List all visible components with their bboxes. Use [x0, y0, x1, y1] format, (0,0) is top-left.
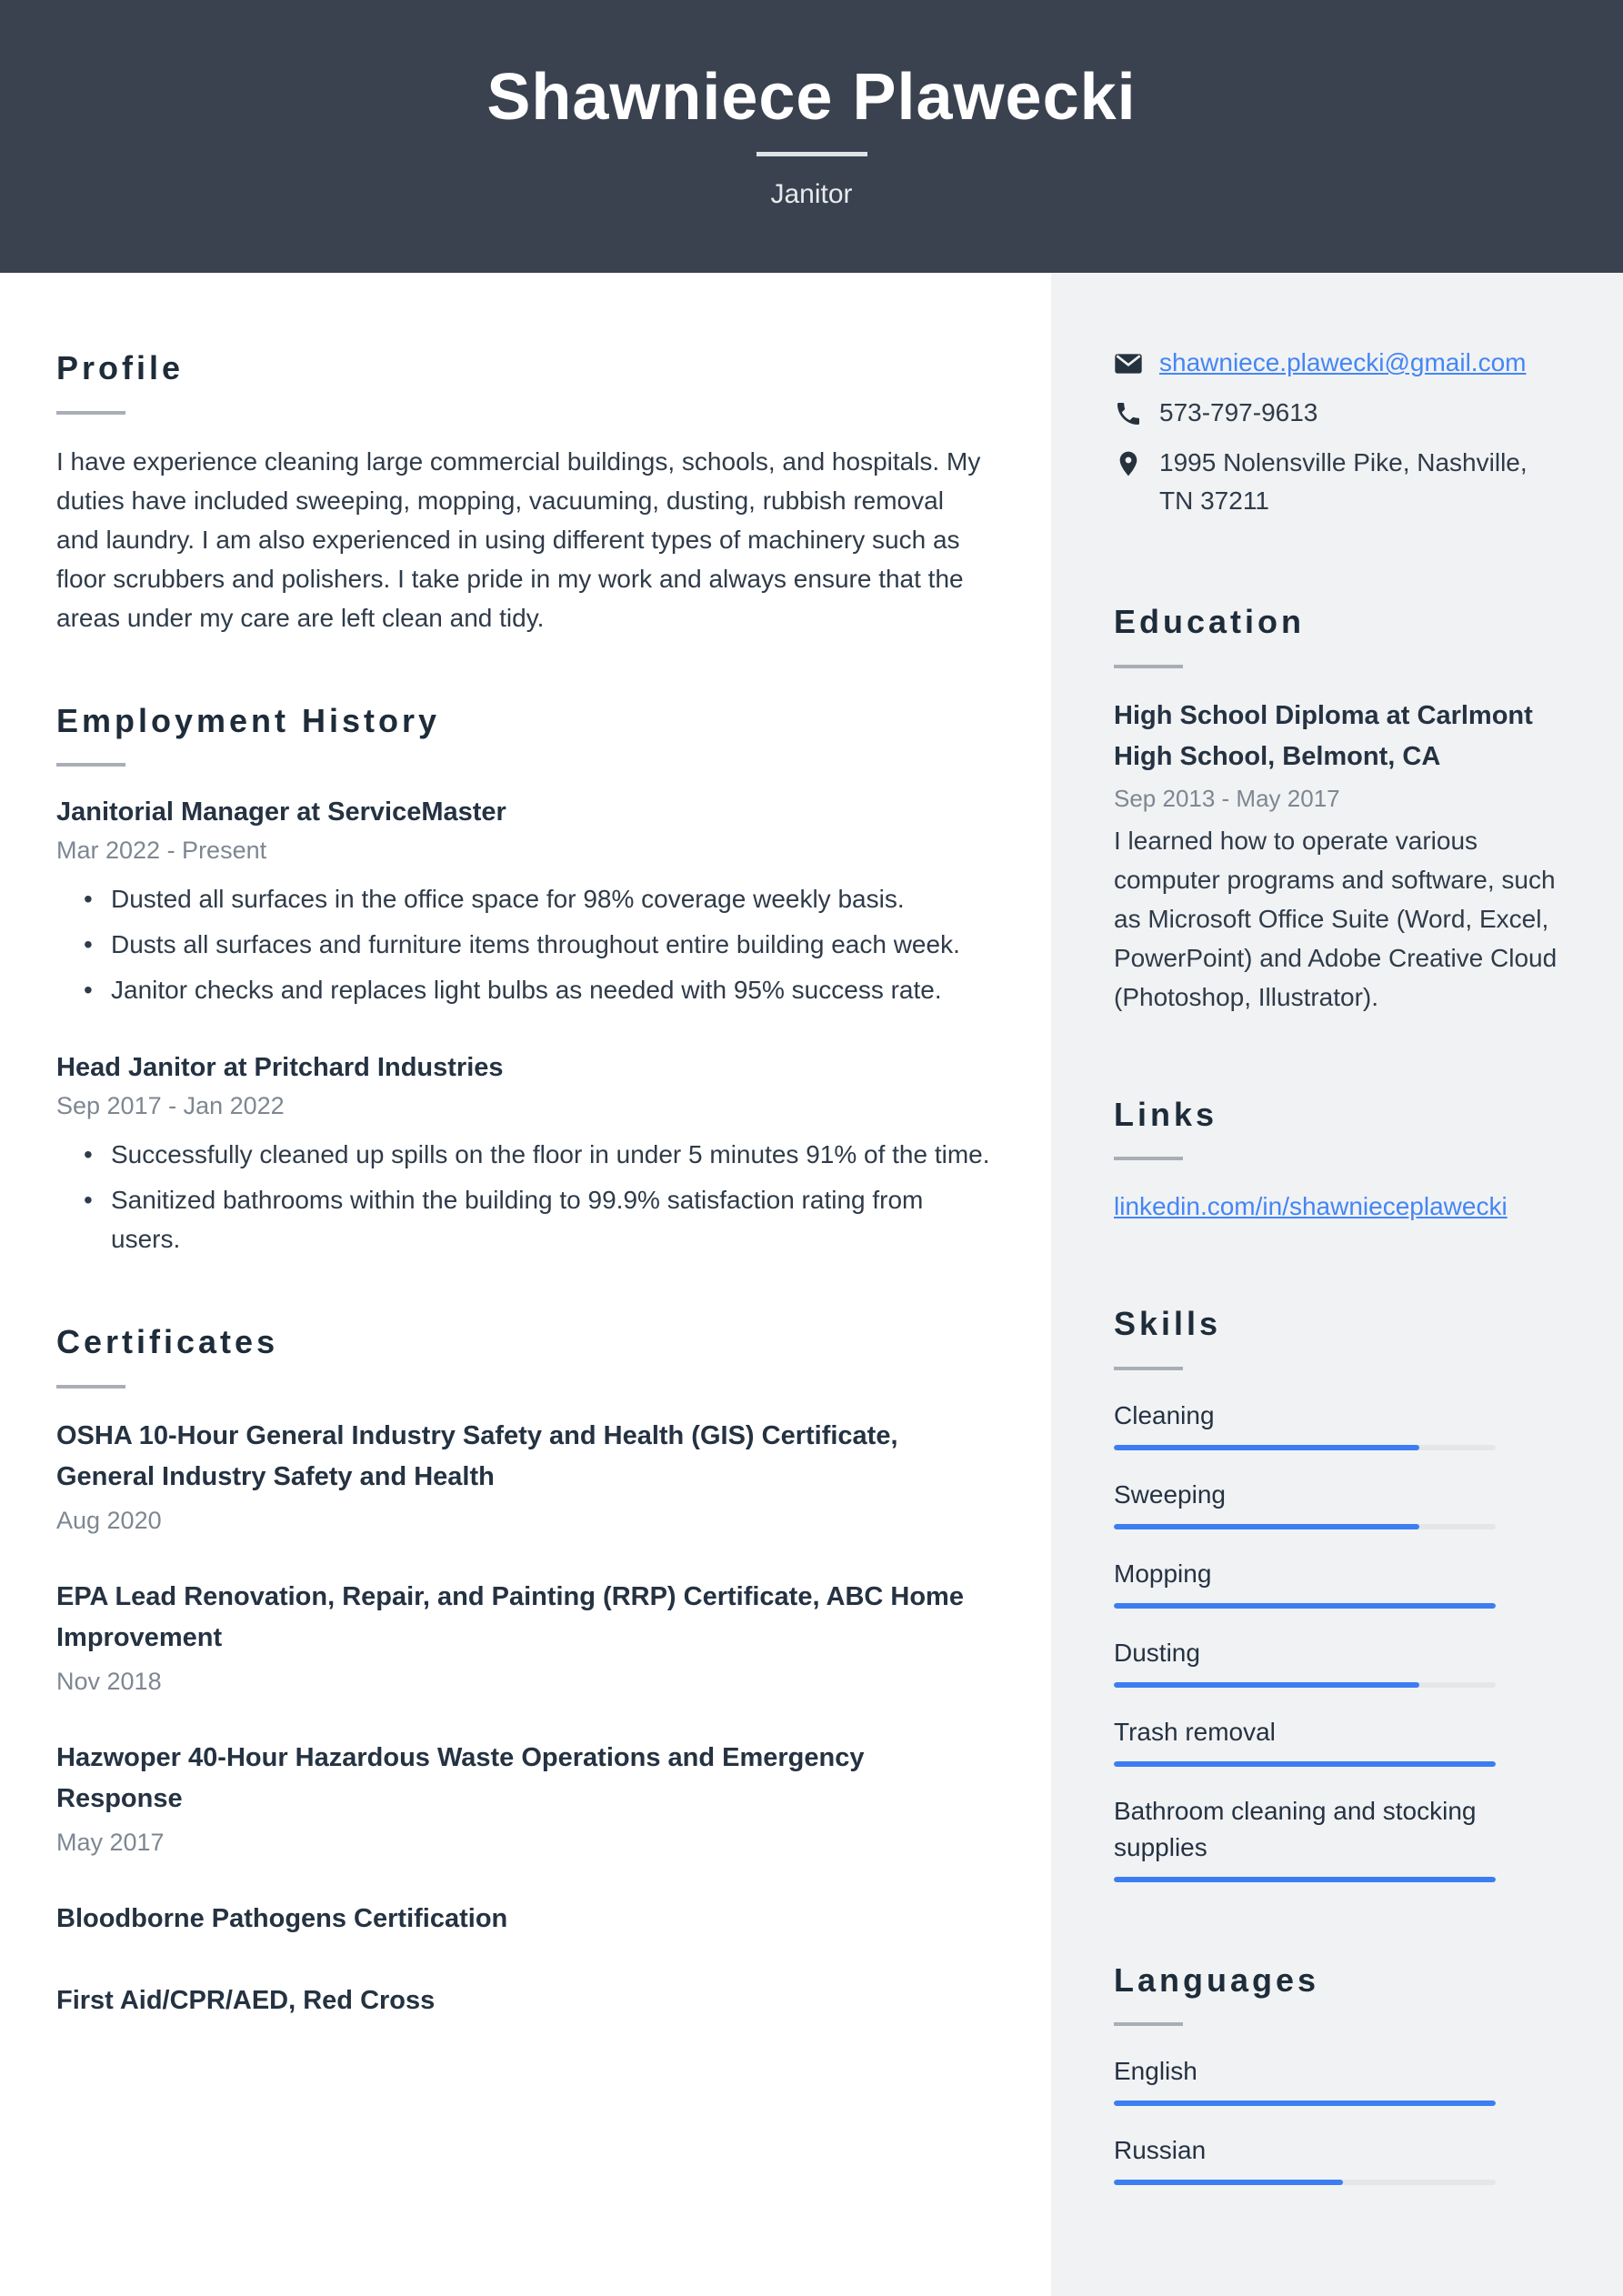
- certificate-title: First Aid/CPR/AED, Red Cross: [56, 1985, 436, 2015]
- meter-bar-fill: [1114, 2180, 1343, 2185]
- job-bullet: • Dusts all surfaces and furniture items throughout entire building each week.: [84, 925, 991, 964]
- meter-bar-fill: [1114, 1603, 1496, 1609]
- contact-row-phone: [1114, 394, 1558, 432]
- certificate-date: May 2017: [56, 1828, 165, 1856]
- certificate-title: Bloodborne Pathogens Certification: [56, 1903, 508, 1933]
- skill-item: [1114, 1477, 1558, 1529]
- meter-label: Dusting: [1114, 1638, 1200, 1667]
- section-divider: [1114, 1157, 1183, 1160]
- links-list: [1114, 1188, 1558, 1226]
- meter-bar-track: [1114, 1524, 1496, 1529]
- job-entry: [56, 1049, 991, 1258]
- skill-item: [1114, 1398, 1558, 1450]
- certificate-entry: [56, 1738, 991, 1858]
- job-title: Janitorial Manager at ServiceMaster: [56, 797, 506, 827]
- person-name: Shawniece Plawecki: [486, 61, 1137, 134]
- meter-bar-track: [1114, 2100, 1496, 2106]
- meter-label: English: [1114, 2057, 1197, 2086]
- job-entry: [56, 794, 991, 1009]
- certificate-entry: [56, 1416, 991, 1536]
- meter-bar-track: [1114, 1603, 1496, 1609]
- education-dates: Sep 2013 - May 2017: [1114, 784, 1340, 812]
- location-pin-icon: [1114, 449, 1143, 478]
- meter-bar-fill: [1114, 1877, 1496, 1882]
- email-value[interactable]: [1159, 344, 1526, 382]
- certificate-title: OSHA 10-Hour General Industry Safety and Health (GIS) Certificate, General Industry Safety and Health: [56, 1420, 898, 1491]
- section-divider: [1114, 665, 1183, 668]
- meter-bar-track: [1114, 1682, 1496, 1688]
- education-degree: High School Diploma at Carlmont High School, Belmont, CA: [1114, 700, 1533, 771]
- job-bullet: • Dusted all surfaces in the office space for 98% coverage weekly basis.: [84, 879, 991, 918]
- meter-bar-fill: [1114, 2100, 1496, 2106]
- skill-item: [1114, 1793, 1558, 1882]
- meter-label: Sweeping: [1114, 1479, 1226, 1509]
- education-description: I learned how to operate various computer programs and software, such as Microsoft Office Suite (Word, Excel, PowerPoint) and Adobe Creative Cloud (Photoshop, Illustrator).: [1114, 826, 1558, 1011]
- languages-heading: Languages: [1114, 1960, 1320, 1999]
- meter-label: Cleaning: [1114, 1400, 1215, 1429]
- skill-item: [1114, 1556, 1558, 1609]
- meter-bar-fill: [1114, 1524, 1419, 1529]
- section-employment-history: [56, 703, 991, 1259]
- meter-bar-track: [1114, 1445, 1496, 1450]
- section-divider: [56, 763, 125, 767]
- meter-bar-fill: [1114, 1445, 1419, 1450]
- section-divider: [1114, 1367, 1183, 1370]
- contact-block: [1114, 344, 1558, 520]
- meter-bar-track: [1114, 2180, 1496, 2185]
- profile-text: I have experience cleaning large commercial buildings, schools, and hospitals. My duties have included sweeping, mopping, vacuuming, dusting, rubbish removal and laundry. I am also experienced in using different types of machinery such as floor scrubbers and polishers. I take pride in my work and always ensure that the areas under my care are left clean and tidy.: [56, 446, 981, 632]
- employment-heading: Employment History: [56, 701, 441, 739]
- jobs-list: [56, 794, 991, 1258]
- job-title: Head Janitor at Pritchard Industries: [56, 1053, 504, 1083]
- section-divider: [56, 1385, 125, 1389]
- section-certificates: [56, 1324, 991, 2021]
- skill-item: [1114, 1714, 1558, 1767]
- job-dates: Mar 2022 - Present: [56, 837, 267, 865]
- section-profile: [56, 350, 991, 637]
- certificates-heading: Certificates: [56, 1323, 279, 1361]
- links-heading: Links: [1114, 1095, 1218, 1133]
- meter-bar-track: [1114, 1761, 1496, 1767]
- email-link[interactable]: shawniece.plawecki@gmail.com: [1159, 348, 1527, 376]
- certificate-entry: [56, 1577, 991, 1697]
- meter-label: Russian: [1114, 2136, 1207, 2165]
- meter-label: Bathroom cleaning and stocking supplies: [1114, 1796, 1477, 1861]
- skills-list: [1114, 1398, 1558, 1882]
- certificate-title: Hazwoper 40-Hour Hazardous Waste Operations and Emergency Response: [56, 1742, 865, 1813]
- certificates-list: [56, 1416, 991, 2021]
- job-bullet: • Sanitized bathrooms within the building to 99.9% satisfaction rating from users.: [84, 1180, 991, 1258]
- skills-heading: Skills: [1114, 1305, 1222, 1343]
- meter-bar-fill: [1114, 1682, 1419, 1688]
- envelope-icon: [1114, 349, 1143, 378]
- header-divider: [756, 152, 867, 156]
- language-item: [1114, 2053, 1558, 2106]
- certificate-entry: [56, 1980, 991, 2021]
- job-bullets: [56, 1135, 991, 1258]
- job-dates: Sep 2017 - Jan 2022: [56, 1092, 285, 1120]
- job-bullet: • Janitor checks and replaces light bulbs as needed with 95% success rate.: [84, 970, 991, 1009]
- certificate-date: Nov 2018: [56, 1667, 162, 1695]
- certificate-entry: [56, 1899, 991, 1940]
- linkedin-link[interactable]: linkedin.com/in/shawnieceplawecki: [1114, 1192, 1508, 1221]
- meter-bar-track: [1114, 1877, 1496, 1882]
- address-value: 1995 Nolensville Pike, Nashville, TN 37211: [1159, 448, 1528, 515]
- contact-row-email: [1114, 344, 1558, 382]
- person-job-title: Janitor: [770, 179, 853, 209]
- certificate-date: Aug 2020: [56, 1506, 162, 1534]
- job-bullet: • Successfully cleaned up spills on the floor in under 5 minutes 91% of the time.: [84, 1135, 991, 1174]
- section-links: [1114, 1097, 1558, 1227]
- phone-value: 573-797-9613: [1159, 398, 1318, 426]
- meter-label: Mopping: [1114, 1559, 1212, 1588]
- header: [0, 0, 1623, 273]
- skill-item: [1114, 1635, 1558, 1688]
- section-divider: [1114, 2022, 1183, 2026]
- section-languages: [1114, 1962, 1558, 2186]
- phone-icon: [1114, 399, 1143, 428]
- content: [0, 273, 1623, 2296]
- languages-list: [1114, 2053, 1558, 2185]
- section-skills: [1114, 1306, 1558, 1882]
- job-bullets: [56, 879, 991, 1009]
- main-column: [0, 273, 1051, 2296]
- meter-label: Trash removal: [1114, 1717, 1276, 1746]
- section-education: [1114, 604, 1558, 1017]
- section-divider: [56, 411, 125, 415]
- meter-bar-fill: [1114, 1761, 1496, 1767]
- contact-row-address: [1114, 444, 1558, 520]
- education-heading: Education: [1114, 603, 1306, 640]
- certificate-title: EPA Lead Renovation, Repair, and Painting (RRP) Certificate, ABC Home Improvement: [56, 1581, 964, 1652]
- sidebar: [1051, 273, 1623, 2296]
- profile-heading: Profile: [56, 349, 185, 386]
- language-item: [1114, 2132, 1558, 2185]
